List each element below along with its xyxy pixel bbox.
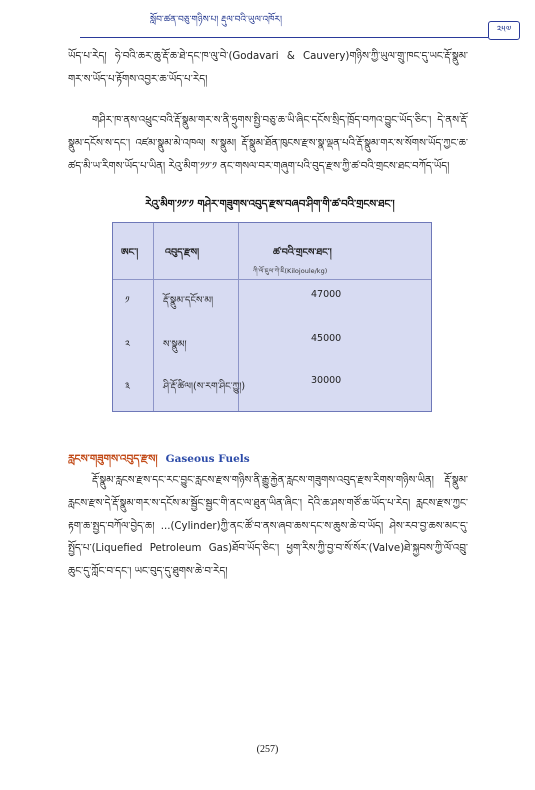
paragraph-2: གཤིར་ཁ་ནས་འཕྲུང་བའི་རྡོ་སྣུམ་གར་ས་ནི་ཧྲུགས་སྤྱི་བཅུ་ཆ་ཡི་ཞིང་དངོས་སྲིད་ཁྲོད་བཀའ་བྱུང་ཡོད་ཅིང་། དེ་ནས་རྡོ་སྣུམ་དངོས་ས་དང་། འཛམ་སྣུམ་མེ་འཁལ། ས་སྣུམ། རྡོ་སྣུམ་ཐོན་ཁུངས་རྫས་སྣ་ལྡན་པའི་རྡོ་སྣུམ་གར་ས་སོགས་ཡོད་ཀྱང་ཆ་ཚད་མི་ཡ་རིགས་ཡོད་པ་ཡིན། རེའུ་མིག་༡༡་༡ ནང་གསལ་བར་གཞུག་པའི་བུད་རྫས་ཀྱི་ཚ་བའི་གྲངས་ཐང་བཀོད་ཡོད། [68,115,468,172]
header-col-number: ཨང་། [121,247,139,258]
table-row-2-value: 45000 [311,333,342,344]
running-header [150,14,465,30]
page-number: (257) [256,744,279,755]
table-column-divider [153,223,154,411]
header-rule [80,37,488,38]
table-row-1-number: ༡ [125,295,130,306]
table-caption: རེའུ་མིག་༡༡་༡ གཤེར་གཟུགས་འབུད་རྫས་བཞབ་ཤིག་གི་ཚ་བའི་གྲངས་ཐང་། [145,199,395,210]
section-title-english: Gaseous Fuels [165,453,250,465]
header-col-fuel: འབུད་རྫས། [165,247,200,258]
table-row-2-number: ༢ [125,339,130,350]
table-row-1-fuel: རྡོ་སྣུམ་དངོས་མ། [163,295,214,306]
section-title-tibetan: རླངས་གཟུགས་འབུད་རྫས། [68,453,158,465]
paragraph-3: རྡོ་སྣུམ་རླངས་རྫས་དང་རང་བྱུང་རླངས་རྫས་གཉིས་ནི་རྒྱུ་རྐྱེན་རླངས་གཟུགས་འབུད་རྫས་རིགས་གཉིས་ཡིན། རྡོ་སྣུམ་རླངས་རྫས་དེ་རྡོ་སྣུམ་གར་ས་དངོས་མ་སྦྱོང་སྦྱང་གི་ནང་ལ་ཐུན་ཡིན་ཞིང་། དེའི་ཆ་ཤས་གཙོ་ཆ་ཡོད་པ་རེད། རླངས་རྫས་ཀྱང་རྟག་ཆ་སྤྱད་བཀོལ་བྱེད་ཆ། ...(Cylinder)ཀྱི་ནང་ཚོ་བ་ནས་ཞབ་ཆས་དང་ས་ཆུས་ཆེ་བ་ཡོད། ཤེས་རབ་བྱ་ཆས་མང་དུ་སྤྱོད་པ་(Liquefied Petroleum Gas)ཐོབ་ཡོད་ཅིང་། ཕྱག་རིས་ཀྱི་བྱ་བ་སོ་སོར་(Valve)ཐེ་སྐྱབས་ཀྱི་ལོ་འབྲུ་ཆུང་དུ་ཀློང་བ་དང་། ཡང་བུད་དུ་ཐུགས་ཆེ་བ་རེད། [68,475,468,578]
header-page-tag: ༢༥༧ [488,21,520,40]
table-row-3-value: 30000 [311,375,342,386]
header-col-value: ཚ་བའི་གྲངས་ཐང་། [273,247,332,258]
table-row-1-value: 47000 [311,289,342,300]
running-header-title: སློབ་ཚན་བཅུ་གཉིས་པ། རྡུལ་བའི་ཡུལ་འཁོར། [150,14,283,25]
paragraph-1: ཡོད་པ་རེད། ཧེ་བའི་ཆར་ཆུ་རྡོ་ཆ་ཐེ་དང་ཁ་ལུ་བེ་(Godavari & Cauvery)གཉིས་ཀྱི་ཡུལ་གྲུ་ཁང་དུ་ཡང་རྡོ་སྣུམ་གར་ས་ཡོད་པ་རྟོགས་འབྱར་ཆ་ཡོད་པ་རེད། [68,51,468,85]
header-col-value-unit: ཀི་ལོ་ཇུལ་ཀེ་ཇི(Kilojoule/kg) [253,267,328,275]
table-row-2-fuel: ས་སྣུམ། [163,339,187,350]
table-row-3-number: ༣ [125,381,130,392]
fuel-calorific-table [112,222,432,412]
table-row-3-fuel: ཤི་རྡོ་ཚིལ།(ས་རག་ཤིང་ཀྱུ།) [163,381,246,392]
